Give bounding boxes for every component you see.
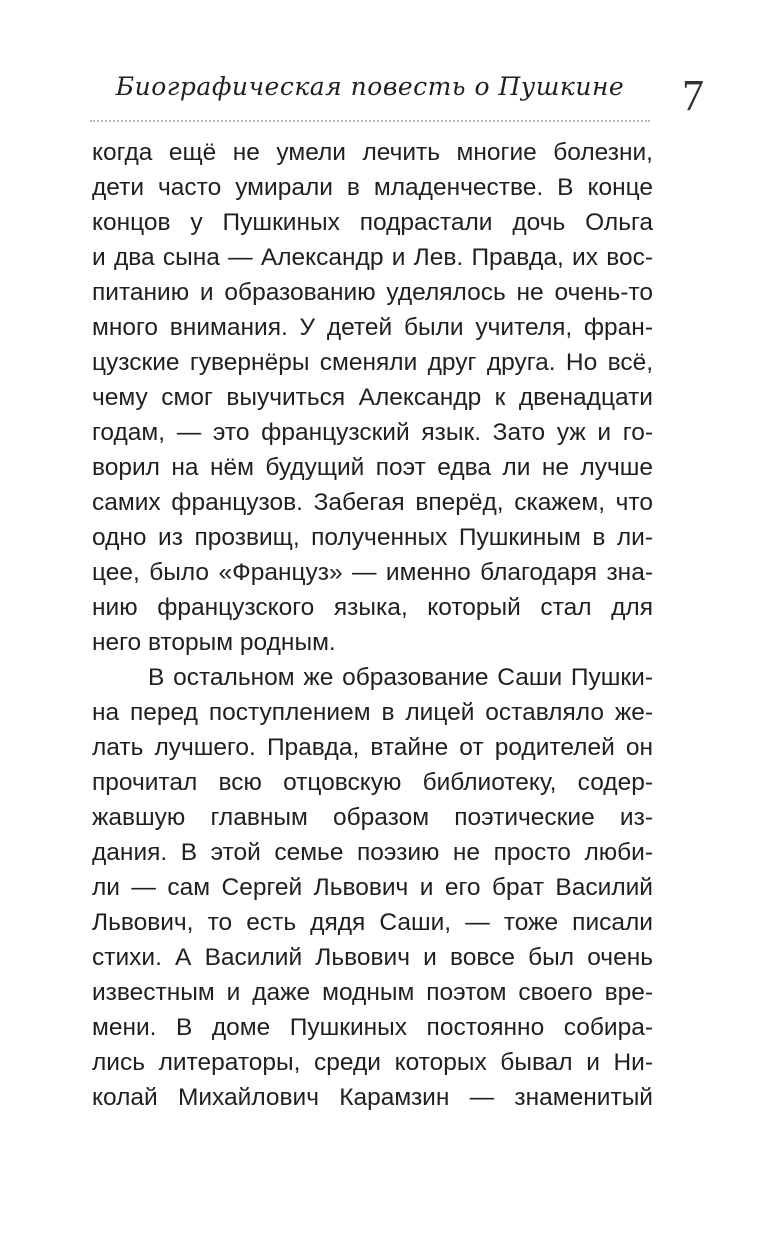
text-line: самих французов. Забегая вперёд, скажем, что <box>92 489 653 516</box>
text-line: В остальном же образование Саши Пушки- <box>148 664 653 691</box>
text-line: лать лучшего. Правда, втайне от родителей он <box>92 734 653 761</box>
text-line: лись литераторы, среди которых бывал и Ни- <box>92 1049 653 1076</box>
text-line: дания. В этой семье поэзию не просто люби- <box>92 839 653 866</box>
paragraph <box>92 660 653 1115</box>
text-line: цузские гувернёры сменяли друг друга. Но всё, <box>92 349 653 376</box>
text-line: одно из прозвищ, полученных Пушкиным в ли- <box>92 524 653 551</box>
paragraph <box>92 135 653 660</box>
text-line: цее, было «Француз» — именно благодаря зна- <box>92 559 653 586</box>
text-line: него вторым родным. <box>92 629 336 656</box>
text-line: когда ещё не умели лечить многие болезни, <box>92 139 653 166</box>
text-line: нию французского языка, который стал для <box>92 594 653 621</box>
text-line: жавшую главным образом поэтические из- <box>92 804 653 831</box>
body-text <box>92 135 653 1115</box>
text-line: ли — сам Сергей Львович и его брат Василий <box>92 874 653 901</box>
text-line: прочитал всю отцовскую библиотеку, содер- <box>92 769 653 796</box>
text-line: питанию и образованию уделялось не очень-то <box>92 279 653 306</box>
text-line: на перед поступлением в лицей оставляло же- <box>92 699 653 726</box>
page-number: 7 <box>682 71 704 120</box>
text-line: мени. В доме Пушкиных постоянно собира- <box>92 1014 653 1041</box>
text-line: много внимания. У детей были учителя, фран- <box>92 314 653 341</box>
text-line: годам, — это французский язык. Зато уж и го- <box>92 419 653 446</box>
text-line: дети часто умирали в младенчестве. В конце <box>92 174 653 201</box>
text-line: и два сына — Александр и Лев. Правда, их вос- <box>92 244 653 271</box>
header-dotted-divider <box>90 120 650 122</box>
text-line: ворил на нём будущий поэт едва ли не лучше <box>92 454 653 481</box>
running-header-title: Биографическая повесть о Пушкине <box>115 72 625 101</box>
text-line: стихи. А Василий Львович и вовсе был очень <box>92 944 653 971</box>
text-line: чему смог выучиться Александр к двенадцати <box>92 384 653 411</box>
text-line: Львович, то есть дядя Саши, — тоже писали <box>92 909 653 936</box>
text-line: колай Михайлович Карамзин — знаменитый <box>92 1084 653 1111</box>
text-line: известным и даже модным поэтом своего вре- <box>92 979 653 1006</box>
text-line: концов у Пушкиных подрастали дочь Ольга <box>92 209 653 236</box>
